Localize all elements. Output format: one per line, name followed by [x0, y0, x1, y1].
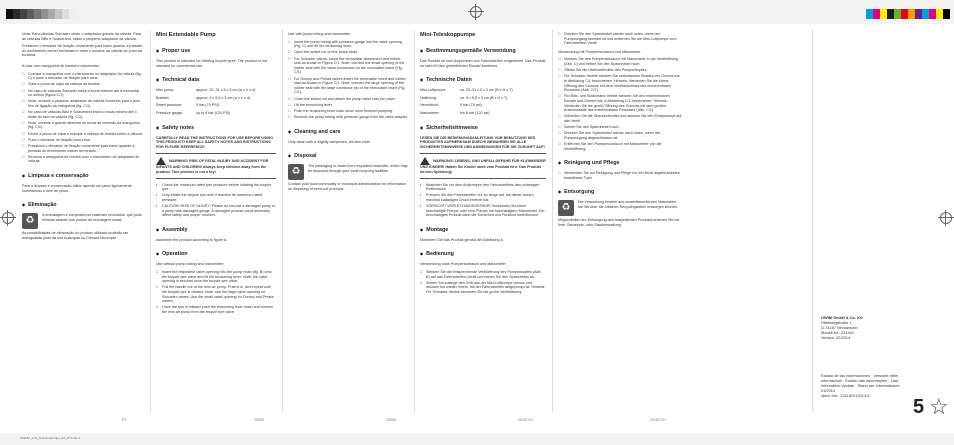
de-use-text: Das Produkt ist zum Aufpumpen von Fahrradreifen vorgesehen. Das Produkt ist nicht für den gewerblichen Einsatz bestimmt. [420, 59, 546, 68]
list-item [558, 32, 682, 46]
table-row [420, 88, 546, 93]
de-tubing-steps [558, 57, 682, 151]
de-tech-table [420, 88, 546, 115]
list-item-text: Drücken Sie den Spannhebel wieder nach unten, wenn der Pumpvorgang abgeschlossen ist. [564, 131, 661, 140]
gb-tech-table [156, 88, 276, 115]
color-swatch [20, 9, 27, 19]
list-item-text: Nota: conecte o pequeno adaptador de válvula fornecido para o pino fixo de ligação da mangueira (fig. C/1). [28, 99, 141, 108]
bullet-icon: □ [288, 50, 291, 55]
list-item [156, 204, 276, 218]
gb-tubing-steps [288, 40, 408, 120]
color-swatch [894, 9, 901, 19]
pt-intro-1: Nota: Para válvulas Schrader utilize o adaptador grande da válvula. Para as válvulas Blitz e Sclaverand, utilize o pequeno adaptador da válvula. [22, 32, 142, 41]
color-swatch [901, 9, 908, 19]
column-divider [282, 30, 283, 412]
de-title: Mini-Teleskoppumpe [420, 32, 476, 38]
gb-warning: WARNING! RISK OF FATAL INJURY AND ACCIDENT FOR INFANTS AND CHILDREN! Always keep children away from the product. This product is not a toy! [156, 159, 269, 174]
bullet-icon: □ [288, 39, 291, 44]
spec-key: Mini pump: [156, 88, 175, 93]
footer-lang-de: DE/AT/CH [518, 418, 534, 422]
list-item-text: Only inflate the bicycle tyre until it reaches its maximum rated pressure. [162, 193, 263, 202]
de-disposal-text-2: Möglichkeiten zur Entsorgung des ausgedienten Produkts erfahren Sie bei Ihrer Gemeinde- oder Stadtverwaltung. [558, 218, 680, 227]
list-item-text: Für Blitz- und Sclaverand-Ventile stecken Sie den entnehmbaren Einsatz und Gummi wie in Abbildung C/1 beschrieben. Hinweis: Verbinden Sie die große Öffnung des Gummis mit dem großen Anschlussstift des entnehmbaren Einsatzes (Abb. C/1). [564, 94, 670, 113]
list-item-text: Solte a porca de capa da cabeça da bomba. [28, 82, 101, 87]
print-slug: Z31162_mini_Teleskoppumpe_ES_PT.indd 4 [20, 436, 80, 440]
bullet-icon: □ [22, 71, 25, 76]
gb-proper-use-text: This product is intended for inflating bicycle tyres. The product is not intended for commercial use. [156, 59, 268, 68]
column-gb-1 [156, 32, 276, 412]
de-safety-heading: ◆ Sicherheitshinweise [420, 124, 546, 132]
bullet-icon: □ [558, 57, 561, 62]
list-item [288, 57, 408, 75]
list-item-text: Nota: conecte a grande abertura do bocal da conexão da mangueira (fig. C/1). [28, 120, 140, 130]
pt-pump-title: A usar com mangueira de bomba e manómetro [22, 63, 100, 68]
list-item [22, 89, 144, 98]
list-item-text: For Schrader valves: insert the removable attachment and rubber seal as shown in Figure C/1. Note: connect the small opening of the rubber seal with the valve connection on the removable insert (Fig. C/1). [294, 56, 405, 75]
gb-assembly-heading: ◆ Assembly [156, 226, 276, 234]
version: Version: 02/2014 [821, 335, 851, 340]
column-divider [414, 30, 415, 412]
list-item-text: Stecken Sie die entsprechende Ventilöffnung des Pumpenkopfes (Abb. B) auf das Fahrradreifen-Ventil und heben Sie den Spannhebel an. [426, 270, 542, 279]
table-row [420, 96, 546, 101]
column-de-1 [420, 32, 546, 412]
bullet-icon: □ [22, 82, 25, 87]
gb-tubing-title: Use with pump tubing and manometer [288, 32, 351, 36]
de-mount-text: Montieren Sie das Produkt gemäß der Abbildung A. [420, 237, 504, 242]
gb-operation-heading: ◆ Operation [156, 250, 276, 258]
spec-value: bis 8 bar (120 psi) [460, 110, 490, 115]
de-mount-heading: ◆ Montage [420, 226, 546, 234]
bullet-icon: □ [288, 96, 291, 101]
pt-clean-text: Para a limpeza e conservação utilize apenas um pano ligeiramente humedecido e livre de pêlos. [22, 184, 132, 193]
bullet-icon: □ [156, 270, 159, 275]
gb-disposal-heading: ◆ Disposal [288, 152, 408, 160]
table-row [156, 111, 276, 116]
list-item-text: No caso de válvulas Schrader insira o bocal mesmo até à horizontal no orifício (figura C/1). [28, 88, 140, 98]
list-item-text: Beachten Sie vor dem Aufpumpen des Fahrradreifens den zulässigen Reifendruck. [426, 182, 540, 192]
list-item [288, 40, 408, 49]
color-swatch [922, 9, 929, 19]
info-block [821, 373, 909, 398]
list-item-text: Open the swivel nut on the pump head. [294, 50, 359, 55]
list-item [156, 193, 276, 202]
de-disposal-text: Die Verpackung besteht aus umweltfreundlichen Materialien, die Sie über die örtlichen Recyclingstellen entsorgen können. [578, 200, 678, 209]
column-divider [552, 30, 553, 412]
bullet-icon: □ [22, 110, 25, 115]
address-city: D-74167 Neckarsulm [821, 325, 858, 330]
column-gb-2 [288, 32, 408, 412]
list-item [558, 68, 682, 73]
list-item-text: Check the maximum rated tyre pressure before inflating the bicycle tyre. [162, 182, 272, 192]
color-swatch [880, 9, 887, 19]
address-street: Stiftsbergstraße 1 [821, 320, 852, 325]
list-item-text: Lift the tensioning lever. [294, 102, 333, 107]
spec-value: approx. 22–31 x 5 x 3 cm (w x h x d) [196, 88, 256, 93]
bullet-icon: □ [558, 131, 561, 136]
list-item [558, 57, 682, 66]
color-swatch [55, 9, 62, 19]
color-swatch [936, 9, 943, 19]
list-item [288, 50, 408, 55]
gb-title: Mini Extendable Pump [156, 32, 216, 38]
info-status: Estado de las informaciones · Versione delle informazioni · Estado das informações · Last Information Update · Stand der Informationen: 01/2014 [821, 373, 901, 393]
bullet-icon: □ [558, 32, 561, 36]
de-intro [558, 32, 682, 46]
list-item-text: Remove the pump tubing with pressure gauge from the valve adapter. [294, 115, 408, 120]
list-item-text: Once the tyre is inflated push the tensioning lever down and remove the mini air pump from the bicycle tyre valve. [162, 305, 274, 314]
table-row [156, 103, 276, 108]
list-item [558, 114, 682, 123]
gb-disposal-text: The packaging is made from recyclable materials, which may be disposed through your local recycling facilities. [308, 164, 408, 173]
gb-disposal-text-2: Contact your local community or municipal administration for information on disposing of worn-out products. [288, 182, 406, 191]
de-clean-text [558, 171, 682, 180]
list-item [156, 183, 276, 192]
list-item [22, 110, 144, 119]
list-item-text: Stecken Sie den Pumpenschlauch mit Manometer in die Ventilöffnung (Abb. C) und heben Sie den Spannhebel hoch. [564, 57, 678, 66]
table-row [420, 111, 546, 116]
list-item [22, 99, 144, 108]
list-item-text: Coloque a mangueira com o manómetro no adaptador de válvula (fig. C) e pune o elevador de fixação para cima. [28, 71, 142, 81]
color-swatch [943, 9, 950, 19]
column-divider [150, 30, 151, 412]
list-item [22, 72, 144, 81]
spec-value: approx. 9 x 5.5 x 3 cm (w x h x d) [196, 95, 251, 100]
bullet-icon: □ [558, 74, 561, 79]
list-item-text: Insert the pump tubing with pressure gauge into the valve opening (Fig. C) and lift the tensioning lever. [294, 39, 402, 49]
list-item [420, 204, 546, 218]
pt-clean-heading: ◆ Limpeza e conservação [22, 172, 144, 180]
list-item-text: Remova a mangueira de bomba com o manómetro do adaptador de válvula. [28, 154, 140, 164]
gb-clean-text: Only clean with a slightly dampened, lint-free cloth. [288, 139, 372, 144]
list-item [288, 115, 408, 120]
bullet-icon: □ [22, 88, 25, 93]
color-swatch [873, 9, 880, 19]
list-item-text: Entfernen Sie den Pumpenschlauch mit Manometer von der Ventilöffnung. [564, 142, 662, 151]
bullet-icon: ▪ [156, 182, 158, 187]
color-swatch [27, 9, 34, 19]
gb-tech-heading: ◆ Technical data [156, 76, 276, 84]
spec-key: Bracket: [156, 95, 170, 100]
color-swatch [866, 9, 873, 19]
list-item [156, 305, 276, 314]
bullet-icon: □ [558, 142, 561, 147]
list-item [22, 82, 144, 87]
pt-disposal-text-2: As possibilidades de eliminação do produto utilizado poderão ser averiguadas junto da sua Autarquia ou Câmara Municipal. [22, 231, 129, 240]
list-item [558, 171, 682, 180]
list-item-text: Verwenden Sie zur Reinigung und Pflege nur ein leicht angefeuchtetes, fusselfreies Tuch. [564, 171, 681, 180]
color-swatch [69, 9, 76, 19]
footer-lang-gb: GB/MT [386, 418, 397, 422]
warning-icon [420, 157, 430, 165]
bullet-icon: □ [420, 280, 423, 285]
spec-key: Nenndruck: [420, 103, 439, 108]
bullet-icon: □ [288, 102, 291, 107]
registration-mark-right [940, 212, 952, 224]
list-item-text: Puxe o elevador de fixação para cima. [28, 137, 91, 142]
bullet-icon: □ [22, 137, 25, 142]
gb-operation-list [156, 270, 276, 315]
color-swatch [48, 9, 55, 19]
bullet-icon: ▪ [156, 193, 158, 198]
column-pt [22, 32, 144, 412]
bullet-icon: ▪ [156, 204, 158, 209]
bullet-icon: □ [22, 120, 25, 125]
list-item [288, 103, 408, 108]
star-icon: ☆ [929, 394, 949, 419]
list-item [558, 125, 682, 130]
gb-proper-use-heading: ◆ Proper use [156, 47, 276, 55]
table-row [156, 96, 276, 101]
list-item-text: VORSICHT! VERLETZUNGSGEFAHR! Verwenden Sie keine beschädigte Pumpe oder eine Pumpe mit beschädigtem Manometer. Ein beschädigtes Produkt kann die Sicherheit und Funktion beeinflussen. [426, 204, 545, 218]
bullet-icon: □ [558, 94, 561, 99]
spec-value: 5 bar (70 psi) [460, 103, 482, 108]
column-divider [812, 30, 813, 412]
list-item [288, 77, 408, 95]
de-op-list [420, 270, 546, 295]
list-item-text: Feche a porca de capa e coloque a cabeça de bomba sobre a válvula. [28, 131, 144, 136]
de-disposal-heading: ◆ Entsorgung [558, 188, 682, 196]
manufacturer-address [821, 315, 863, 340]
spec-key: Halterung: [420, 95, 438, 100]
color-swatches [866, 9, 950, 19]
spec-key: Mini-Luftpumpe: [420, 88, 447, 93]
registration-mark-left [2, 212, 14, 224]
list-item-text: Ziehen Sie solange den Griff aus der Mini-Luftpumpe heraus und drücken ihn wieder hinein, bis der Fahrradreifen aufgepumpt ist. Hinweis: Für Schrader-Ventile benutzen Sie die große Ventilöffnung. [426, 280, 546, 295]
list-item-text: CAUTION! RISK OF INJURY! Please do not use a damaged pump or a pump with damaged gauge. A damaged product could adversely affect safety and proper function. [162, 204, 276, 218]
color-swatch [13, 9, 20, 19]
color-swatch [887, 9, 894, 19]
bullet-icon: □ [22, 131, 25, 136]
spec-value: ca. 22–31 x 5 x 3 cm (B x H x T) [460, 88, 513, 93]
list-item-text: Schließen Sie die Überwurfmutter und stecken Sie den Pumpenkopf auf das Ventil. [564, 114, 682, 123]
table-row [420, 103, 546, 108]
color-swatch [41, 9, 48, 19]
footer-lang-de: DE/AT/CH [650, 418, 666, 422]
ident-number: Ident.-No.: Z31162012014-5 [821, 393, 870, 398]
model-number: Modell-Nr.: Z31162 [821, 330, 854, 335]
bullet-icon: □ [22, 144, 25, 149]
spec-key: Manometer: [420, 110, 440, 115]
gb-clean-heading: ◆ Cleaning and care [288, 128, 408, 136]
print-slug-bar [0, 433, 954, 445]
pt-steps [22, 72, 144, 164]
grayscale-swatches [6, 9, 76, 19]
color-swatch [62, 9, 69, 19]
list-item [558, 142, 682, 151]
footer-lang-pt: PT [122, 418, 127, 422]
de-safety-intro: LESEN SIE DIE BEDIENUNGSANLEITUNG VOR BENUTZUNG DES PRODUKTES AUFMERKSAM DURCH! BEWAHREN SIE ALLE SICHERHEITSHINWEISE UND ANWEISUNGEN FÜR DIE ZUKUNFT AUF! [420, 135, 545, 149]
color-swatch [34, 9, 41, 19]
company-name: OWIM GmbH & Co. KG [821, 315, 863, 320]
list-item [420, 270, 546, 279]
pt-intro-2: Pressione o elevador de fixação novamente para baixo quando a pressão do enchimento estiver terminado e retire o encaixe da válvula do pneu da bicicleta. [22, 44, 143, 58]
bullet-icon: ▪ [420, 193, 422, 198]
bullet-icon: □ [288, 76, 291, 81]
spec-key: Rated pressure: [156, 103, 183, 108]
gb-safety-intro: CAREFULLY READ THE INSTRUCTIONS FOR USE BEFORE USING THIS PRODUCT! KEEP ALL SAFETY NOTES AND INSTRUCTIONS FOR FUTURE REFERENCE! [156, 135, 273, 149]
warning-icon [156, 157, 166, 165]
bullet-icon: □ [558, 171, 561, 176]
bullet-icon: □ [558, 125, 561, 130]
list-item [156, 270, 276, 284]
de-tech-heading: ◆ Technische Daten [420, 76, 546, 84]
bullet-icon: □ [156, 305, 159, 310]
list-item-text: Für Schrader-Ventile stecken Sie vereinfachen Einsatz und Gummi wie in Abbildung C/1 beschrieben. Hinweis: Verbinden Sie die kleine Öffnung des Gummis mit dem Ventilanschluss des entnehmbaren Einsatzes (Abb. C/1). [564, 74, 680, 93]
bullet-icon: □ [420, 270, 423, 275]
list-item-text: Öffnen Sie die Überwurfmutter des Pumpenkopfes. [564, 68, 648, 73]
recycle-icon: ♻ [558, 200, 574, 216]
list-item-text: Drücken Sie den Spannhebel wieder nach unten, wenn der Pumpvorgang beendet ist und entfernen Sie die Mini-Luftpumpe vom Fahrradreifen-Ventil. [564, 32, 677, 46]
bullet-icon: □ [288, 108, 291, 113]
spec-value: up to 8 bar (120 PSI) [196, 110, 231, 115]
de-op-heading: ◆ Bedienung [420, 250, 546, 258]
color-swatch [929, 9, 936, 19]
list-item [22, 155, 144, 164]
gb-safety-heading: ◆ Safety notes [156, 124, 276, 132]
footer-lang-gb: GB/MT [254, 418, 265, 422]
de-op-sub: Verwendung ohne Pumpenschlauch und Manometer [420, 262, 506, 267]
gb-assembly-text: Assemble the product according to figure A. [156, 237, 228, 242]
bullet-icon: □ [156, 285, 159, 290]
page-number: 5 [913, 396, 925, 418]
list-item [22, 144, 144, 153]
bullet-icon: □ [288, 56, 291, 61]
list-item [420, 281, 546, 295]
spec-key: Pressure gauge: [156, 110, 184, 115]
list-item [558, 74, 682, 92]
de-tubing-sub: Verwendung mit Pumpenschlauch und Manometer [558, 49, 641, 54]
de-clean-heading: ◆ Reinigung und Pflege [558, 159, 682, 167]
bullet-icon: □ [558, 114, 561, 119]
de-use-heading: ◆ Bestimmungsgemäße Verwendung [420, 47, 546, 55]
list-item [156, 285, 276, 303]
list-item [22, 138, 144, 143]
gb-operation-sub: Use without pump tubing and manometer [156, 262, 224, 267]
color-swatch [915, 9, 922, 19]
list-item [288, 97, 408, 102]
bullet-icon: □ [22, 99, 25, 104]
pt-disposal-heading: ◆ Eliminação [22, 201, 144, 209]
registration-mark-top [470, 6, 482, 18]
list-item-text: Pressione o elevador de fixação novamente para baixo quando a pressão do enchimento estiver terminado. [28, 144, 135, 153]
list-item [558, 94, 682, 112]
list-item-text: Pull the handle out of the mini air pump. Push it in, and repeat until the bicycle tyre is inflated. Note: use the large valve opening for Schrader valves. Use the small valve opening for Dunlop and Presta valves. [162, 285, 274, 304]
spec-value: ca. 9 x 5,5 x 3 cm (B x H x T) [460, 95, 508, 100]
recycle-icon: ♻ [22, 213, 38, 229]
de-safety-list [420, 183, 546, 218]
list-item-text: Close the swivel nut and attach the pump head onto the valve. [294, 96, 396, 101]
bullet-icon: □ [288, 115, 291, 120]
list-item [420, 183, 546, 192]
color-swatch [6, 9, 13, 19]
list-item-text: Pumpen Sie den Fahrradreifen nur so lange auf, bis dieser seinen maximal zulässigen Druck erreicht hat. [426, 193, 534, 202]
list-item-text: Push the tensioning lever back down once finished pumping. [294, 108, 394, 113]
gb-safety-list [156, 183, 276, 218]
spec-value: 5 bar (70 PSI) [196, 103, 219, 108]
list-item [288, 109, 408, 114]
list-item [420, 193, 546, 202]
list-item-text: Insert the respective valve opening into the pump head (fig. B) onto the bicycle tyre valve and lift the tensioning lever. Note: the valve opening is secured once the bicycle tyre valve. [162, 270, 272, 284]
column-de-2 [558, 32, 682, 412]
pt-disposal-text: A embalagem é composta por materiais reciclados, que pode eliminar através dos postos de reciclagem locais. [42, 213, 143, 222]
bullet-icon: ▪ [420, 182, 422, 187]
list-item [22, 132, 144, 137]
de-warning: WARNUNG! LEBENS- UND UNFALLGEFAHR FÜR KLEINKINDER UND KINDER! Halten Sie Kinder stets vom Produkt fern. Das Produkt ist kein Spielzeug! [420, 159, 546, 174]
recycle-icon: ♻ [288, 164, 304, 180]
list-item [22, 121, 144, 130]
table-row [156, 88, 276, 93]
list-item-text: Ziehen Sie den Spannhebel hoch. [564, 125, 620, 130]
bullet-icon: ▪ [420, 204, 422, 209]
bullet-icon: □ [558, 68, 561, 73]
list-item [558, 131, 682, 140]
list-item-text: No caso de válvulas Blitz e Sclaverand insira o bocal mesmo até o limite do bico na válvula (fig. C/1). [28, 110, 137, 119]
bullet-icon: □ [22, 154, 25, 159]
list-item-text: For Dunlop and Presta valves insert the removable insert and rubber seal as shown in Figure C/1. Note: connect the large opening of the rubber seal with the large connector pin of the removable insert (Fig. C/1). [294, 76, 406, 95]
color-swatch [908, 9, 915, 19]
